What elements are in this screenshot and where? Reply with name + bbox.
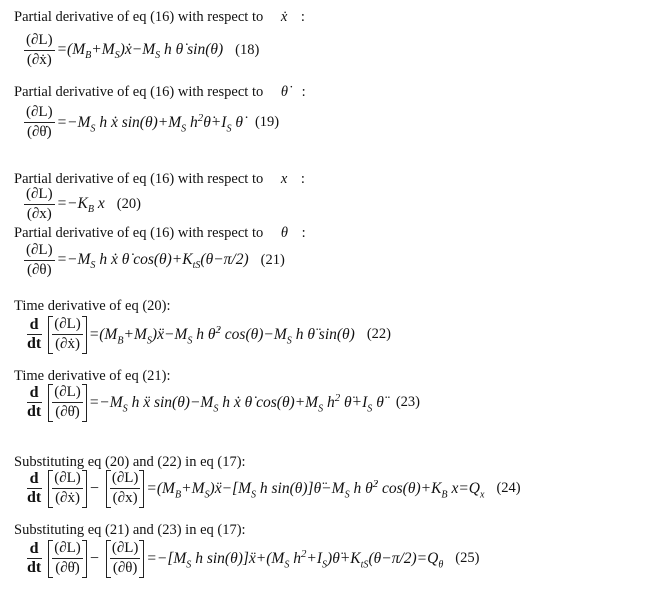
time-derivative-operator — [24, 384, 44, 422]
equation-body: $=-M_S$ h ẋ $\sin(\theta)+M_S$ $h^2\thetȧ+I_S$ θ̇ — [56, 111, 243, 134]
equation-number: (21) — [260, 252, 285, 269]
line-text: Partial derivative of eq (16) with respect to — [14, 171, 264, 187]
fraction-numerator: (∂L) — [24, 104, 55, 123]
line-text: Partial derivative of eq (16) with respect to — [14, 84, 264, 100]
equation-23 — [24, 384, 420, 422]
fraction-numerator: (∂L) — [24, 242, 55, 261]
fraction-denominator: (∂θ) — [26, 262, 52, 279]
fraction-numerator: (∂L) — [110, 540, 141, 559]
equation-number: (18) — [235, 42, 260, 59]
partial-fraction — [24, 104, 55, 142]
equation-body: $=-M_S$ h ẍ $\sin(\theta)-M_S$ h ẋ θ̇ $\cos(\theta)+M_S$ $h^2$ $\thetä+I_S$ θ̈ — [88, 391, 384, 415]
partial-fraction — [52, 470, 83, 508]
partial-fraction — [24, 32, 55, 70]
partial-fraction — [24, 186, 55, 224]
partial-fraction — [52, 384, 83, 422]
line-text: Partial derivative of eq (16) with respect to — [14, 225, 264, 241]
fraction-denominator: (∂θ) — [112, 560, 138, 577]
wrt-symbol: θ̇ — [280, 84, 288, 100]
ddt-denominator: dt — [27, 335, 42, 353]
partial-fraction — [110, 470, 141, 508]
fraction-numerator: (∂L) — [24, 186, 55, 205]
ddt-numerator: d — [27, 470, 42, 489]
colon: : — [301, 225, 306, 241]
equation-body: $=-K_B$ x — [56, 194, 105, 215]
ddt-denominator: dt — [27, 489, 42, 507]
bracket-group — [106, 540, 145, 578]
fraction-denominator: (∂θ̇) — [55, 404, 80, 421]
line-partial-theta — [14, 225, 306, 242]
fraction-denominator: (∂x) — [26, 206, 52, 223]
wrt-symbol: θ — [280, 225, 288, 241]
fraction-numerator: (∂L) — [110, 470, 141, 489]
line-text: Substituting eq (20) and (22) in eq (17): — [14, 454, 246, 470]
ddt-numerator: d — [27, 384, 42, 403]
equation-number: (25) — [455, 550, 480, 567]
fraction-denominator: (∂ẋ) — [55, 490, 80, 507]
line-substituting-25 — [14, 522, 246, 539]
partial-fraction — [24, 242, 55, 280]
bracket-group — [106, 470, 145, 508]
ddt-denominator: dt — [27, 403, 42, 421]
wrt-symbol: x — [280, 171, 288, 187]
ddt-denominator: dt — [27, 559, 42, 577]
bracket-group — [48, 384, 87, 422]
colon: : — [300, 9, 305, 25]
fraction-numerator: (∂L) — [52, 540, 83, 559]
equation-number: (19) — [254, 114, 280, 131]
line-substituting-24 — [14, 454, 246, 471]
line-text: Time derivative of eq (20): — [14, 298, 171, 314]
equation-body: $=-M_S$ h ẋ θ̇ $\cos(\theta)+K_{tS}(\theta-\pi/2)$ — [56, 250, 249, 271]
minus-sign: − — [89, 549, 99, 567]
ddt-numerator: d — [27, 540, 42, 559]
bracket-group — [48, 316, 87, 354]
equation-body: $=(M_B+M_S)ẍ-M_S$ h θ̇$^2$ $\cos(\theta)-M_S$ h θ̈ sin(θ) — [88, 323, 355, 347]
fraction-denominator: (∂ẋ) — [55, 336, 80, 353]
equation-body: $=(M_B+M_S)ẋ-M_S$ h θ̇ sin(θ) — [56, 40, 224, 61]
line-partial-theta-dot — [14, 84, 306, 101]
ddt-numerator: d — [27, 316, 42, 335]
partial-fraction — [52, 316, 83, 354]
equation-number: (23) — [395, 394, 420, 411]
equation-number: (22) — [366, 326, 391, 343]
bracket-group — [48, 540, 87, 578]
wrt-symbol: ẋ — [280, 9, 288, 25]
fraction-denominator: (∂θ̇) — [55, 560, 80, 577]
equation-20 — [24, 186, 141, 224]
equation-19 — [24, 104, 279, 142]
line-time-derivative-21 — [14, 368, 171, 385]
fraction-numerator: (∂L) — [52, 470, 83, 489]
fraction-denominator: (∂ẋ) — [26, 52, 52, 69]
line-text: Substituting eq (21) and (23) in eq (17): — [14, 522, 246, 538]
time-derivative-operator — [24, 470, 44, 508]
equation-25 — [24, 540, 479, 578]
fraction-denominator: (∂θ̇) — [26, 124, 52, 141]
equation-number: (20) — [116, 196, 141, 213]
equation-22 — [24, 316, 391, 354]
time-derivative-operator — [24, 540, 44, 578]
equation-body: $=(M_B+M_S)ẍ-[M_S$ h $\sin(\theta)]\thetä-M_S$ h θ̇$^2$ $\cos(\theta)+K_B$ $x=Q_x$ — [146, 477, 485, 501]
colon: : — [301, 84, 306, 100]
line-text: Partial derivative of eq (16) with respect to — [14, 9, 264, 25]
fraction-numerator: (∂L) — [24, 32, 55, 51]
equation-24 — [24, 470, 521, 508]
equation-18 — [24, 32, 259, 70]
equation-body: $=-[M_S$ h $\sin(\theta)]ẍ+(M_S$ $h^2+I_S)\thetä+K_{tS}(\theta-\pi/2)=Q_\theta$ — [146, 547, 444, 571]
fraction-denominator: (∂x) — [112, 490, 138, 507]
time-derivative-operator — [24, 316, 44, 354]
fraction-numerator: (∂L) — [52, 384, 83, 403]
line-partial-x-dot — [14, 9, 305, 26]
colon: : — [300, 171, 305, 187]
equation-21 — [24, 242, 285, 280]
minus-sign: − — [89, 479, 99, 497]
partial-fraction — [52, 540, 83, 578]
line-text: Time derivative of eq (21): — [14, 368, 171, 384]
line-time-derivative-20 — [14, 298, 171, 315]
equation-number: (24) — [496, 480, 521, 497]
fraction-numerator: (∂L) — [52, 316, 83, 335]
partial-fraction — [110, 540, 141, 578]
bracket-group — [48, 470, 87, 508]
